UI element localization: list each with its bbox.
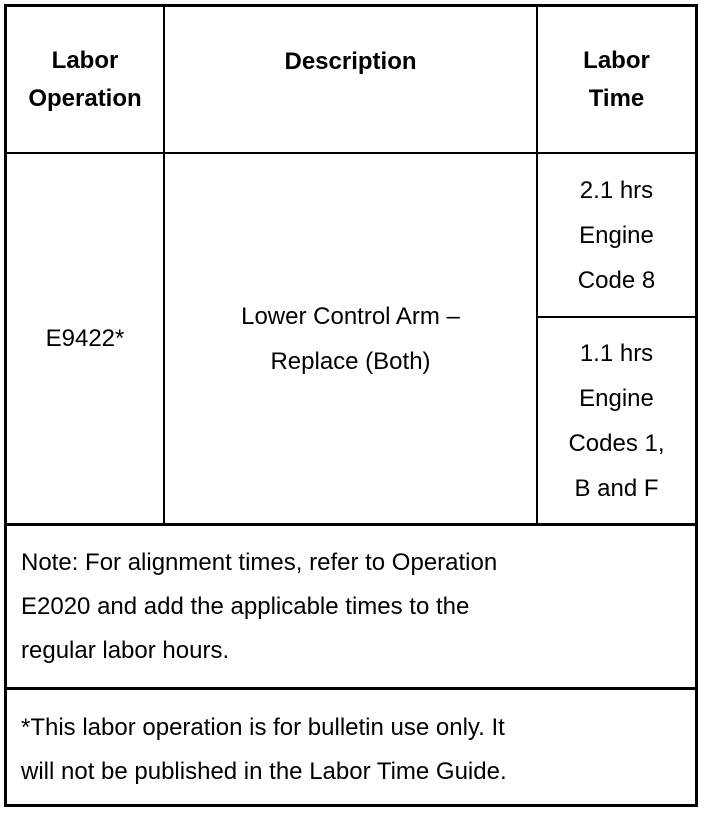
header-labor-operation: [7, 7, 163, 152]
time-b-line3: Codes 1,: [568, 429, 665, 457]
time-a-line1: 2.1 hrs: [579, 176, 654, 204]
description-cell: [165, 154, 536, 523]
time-b-line4: B and F: [574, 474, 659, 502]
bulletin-note-line1: *This labor operation is for bulletin use only. It: [21, 714, 505, 741]
header-description-label: Description: [284, 48, 417, 75]
alignment-note-line2: E2020 and add the applicable times to the: [21, 593, 470, 620]
alignment-note: [21, 541, 691, 673]
description-line2: Replace (Both): [270, 347, 431, 375]
time-b-line2: Engine: [579, 384, 654, 412]
alignment-note-line3: regular labor hours.: [21, 637, 230, 664]
header-labor-time-line1: Labor: [583, 46, 650, 74]
time-a-line3: Code 8: [577, 266, 656, 294]
header-labor-time: [538, 7, 695, 152]
alignment-note-line1: Note: For alignment times, refer to Operation: [21, 549, 498, 576]
header-labor-operation-line1: Labor: [51, 46, 119, 74]
labor-operation-cell: [7, 154, 163, 523]
labor-operation-code: E9422*: [45, 325, 125, 352]
time-b-line1: 1.1 hrs: [579, 339, 654, 367]
time-a-line2: Engine: [579, 221, 654, 249]
header-description: [165, 7, 536, 117]
labor-time-cell-codes-1-b-f: [538, 318, 695, 523]
note-divider: [4, 687, 698, 690]
description-line1: Lower Control Arm –: [241, 302, 460, 330]
header-labor-operation-line2: Operation: [28, 84, 142, 112]
row-bottom-divider: [4, 523, 698, 526]
bulletin-note-line2: will not be published in the Labor Time Guide.: [21, 758, 507, 785]
header-labor-time-line2: Time: [588, 84, 645, 112]
bulletin-note: [21, 706, 691, 794]
labor-time-cell-code-8: [538, 154, 695, 316]
